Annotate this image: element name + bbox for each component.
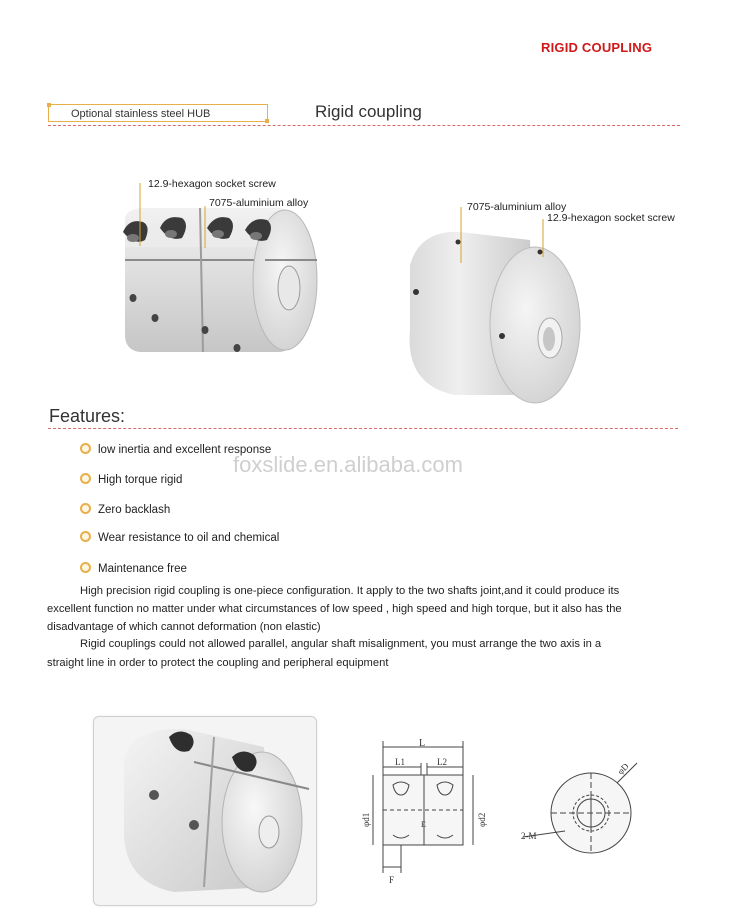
callout-screw-left: 12.9-hexagon socket screw: [148, 178, 276, 190]
bullet-icon: [80, 473, 91, 484]
dim-F: F: [389, 875, 395, 885]
bullet-icon: [80, 562, 91, 573]
bullet-icon: [80, 531, 91, 542]
section-divider: [48, 125, 680, 126]
technical-drawing: [355, 735, 655, 905]
feature-item: Maintenance free: [80, 562, 187, 575]
feature-item: Wear resistance to oil and chemical: [80, 531, 279, 544]
coupling-photo: [94, 717, 316, 905]
dim-d2: φd2: [477, 812, 487, 827]
feature-item: low inertia and excellent response: [80, 443, 271, 456]
watermark: foxslide.en.alibaba.com: [233, 452, 463, 477]
bullet-icon: [80, 443, 91, 454]
callout-leaders-right: [455, 205, 555, 265]
feature-item: Zero backlash: [80, 503, 170, 516]
description-line: Rigid couplings could not allowed parallel, angular shaft misalignment, you must arrange the two axis in a: [80, 638, 602, 650]
dim-L: L: [419, 738, 426, 749]
dim-L1: L1: [395, 757, 405, 767]
features-divider: [48, 428, 678, 429]
callout-screw-right: 12.9-hexagon socket screw: [547, 212, 675, 224]
callout-alloy-right: 7075-aluminium alloy: [467, 201, 567, 213]
description-line: High precision rigid coupling is one-piece configuration. It apply to the two shafts joint,and it could produce its: [80, 585, 620, 597]
section-title: Rigid coupling: [315, 102, 422, 121]
dim-d1: φd1: [361, 812, 371, 827]
description-line: straight line in order to protect the coupling and peripheral equipment: [47, 657, 389, 669]
product-photo-frame: [93, 716, 317, 906]
description-line: excellent function no matter under what circumstances of low speed , high speed and high torque, but it also has the: [47, 603, 622, 615]
dim-L2: L2: [437, 757, 447, 767]
callout-alloy-left: 7075-aluminium alloy: [209, 197, 309, 209]
hub-option-label: Optional stainless steel HUB: [48, 104, 268, 122]
feature-item: High torque rigid: [80, 473, 182, 486]
page-title: RIGID COUPLING: [541, 40, 653, 55]
description-line: disadvantage of which cannot deformation (non elastic): [47, 621, 321, 633]
features-title: Features:: [49, 406, 126, 426]
dim-D: φD: [615, 761, 631, 777]
bullet-icon: [80, 503, 91, 514]
dim-M: 2-M: [521, 831, 537, 841]
dim-E: E: [421, 820, 426, 829]
